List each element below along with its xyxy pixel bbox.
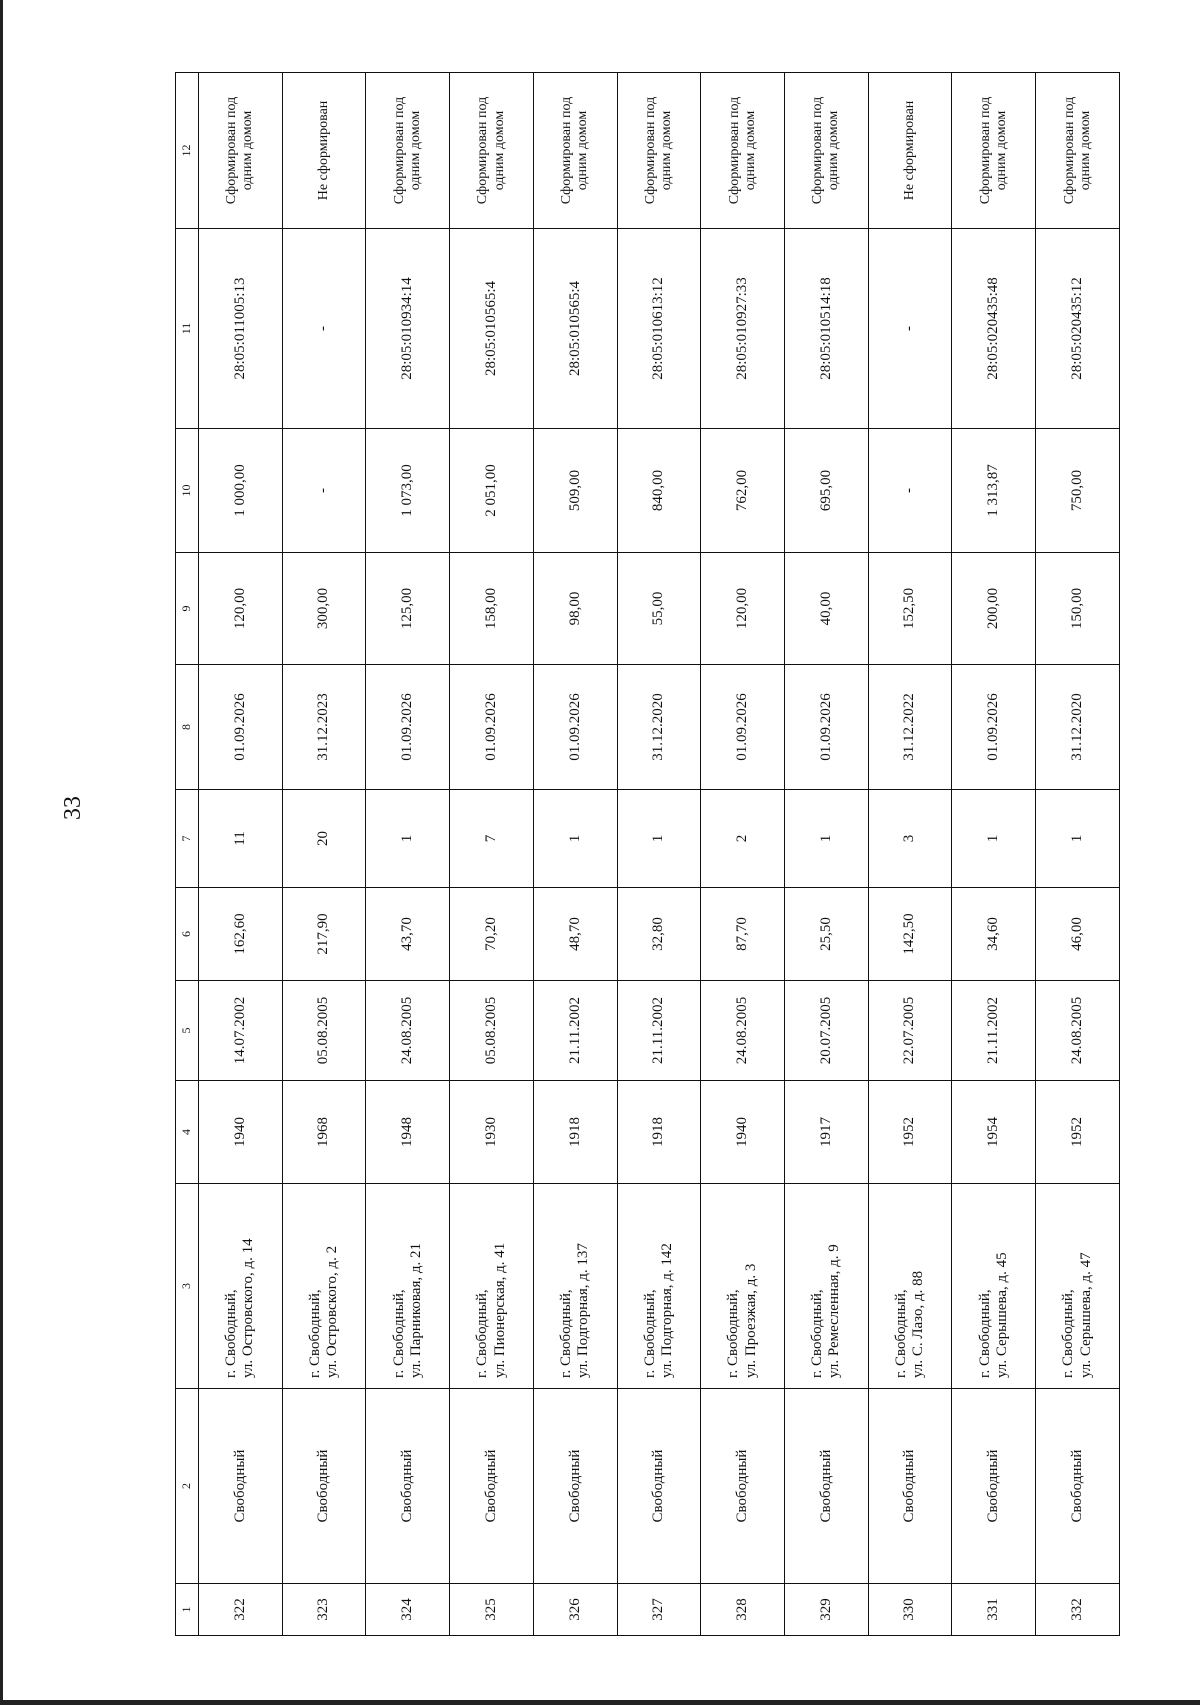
residents-cell: 20 [282, 790, 366, 888]
address-line: г. Свободный, [306, 1289, 323, 1378]
recognition-date-cell: 05.08.2005 [450, 981, 534, 1081]
register-table-rotated [175, 73, 1120, 1636]
table-row [785, 73, 869, 1636]
page-number: 33 [60, 796, 86, 820]
address-line: г. Свободный, [809, 1289, 826, 1378]
land-status-line: Не сформирован [316, 100, 332, 201]
cadastral-cost-cell: 695,00 [785, 429, 869, 553]
cadastral-cost-cell: 750,00 [1036, 429, 1120, 553]
cadastral-cost-cell: - [868, 429, 952, 553]
resettlement-deadline-cell: 31.12.2020 [617, 665, 701, 790]
cadastral-cost-cell: 762,00 [701, 429, 785, 553]
row-number: 322 [199, 1584, 283, 1636]
address-line: г. Свободный, [390, 1289, 407, 1378]
land-status-line: одним домом [742, 110, 758, 191]
address-line: ул. С. Лазо, д. 88 [910, 1270, 927, 1378]
land-status-line: одним домом [407, 110, 423, 191]
build-year-cell: 1917 [785, 1081, 869, 1184]
cadastral-number-cell: 28:05:010613:12 [617, 229, 701, 429]
area-cell: 25,50 [785, 888, 869, 981]
cadastral-cost-cell: 1 313,87 [952, 429, 1036, 553]
land-status-cell [282, 73, 366, 229]
settlement-cell: Свободный [701, 1389, 785, 1584]
cadastral-cost-cell: 1 000,00 [199, 429, 283, 553]
residents-cell: 1 [366, 790, 450, 888]
land-area-cell: 152,50 [868, 553, 952, 665]
column-number-4: 4 [176, 1081, 199, 1184]
land-area-cell: 120,00 [701, 553, 785, 665]
cadastral-number-cell: - [282, 229, 366, 429]
build-year-cell: 1952 [868, 1081, 952, 1184]
address-cell [199, 1184, 283, 1389]
residents-cell: 2 [701, 790, 785, 888]
build-year-cell: 1952 [1036, 1081, 1120, 1184]
row-number: 326 [533, 1584, 617, 1636]
cadastral-number-cell: 28:05:020435:12 [1036, 229, 1120, 429]
table-row [868, 73, 952, 1636]
address-line: г. Свободный, [474, 1289, 491, 1378]
resettlement-deadline-cell: 01.09.2026 [785, 665, 869, 790]
resettlement-deadline-cell: 01.09.2026 [952, 665, 1036, 790]
land-area-cell: 200,00 [952, 553, 1036, 665]
settlement-cell: Свободный [785, 1389, 869, 1584]
address-line: г. Свободный, [976, 1289, 993, 1378]
address-line: ул. Островского, д. 14 [240, 1238, 257, 1378]
resettlement-deadline-cell: 01.09.2026 [701, 665, 785, 790]
row-number: 331 [952, 1584, 1036, 1636]
land-status-line: одним домом [826, 110, 842, 191]
land-area-cell: 40,00 [785, 553, 869, 665]
address-cell [366, 1184, 450, 1389]
land-status-cell [450, 73, 534, 229]
land-status-line: Сформирован под [1061, 96, 1077, 205]
residents-cell: 1 [617, 790, 701, 888]
scan-edge-left [0, 0, 3, 1705]
address-line: ул. Подгорная, д. 142 [658, 1243, 675, 1378]
address-line: г. Свободный, [641, 1289, 658, 1378]
address-line: ул. Серышева, д. 45 [993, 1252, 1010, 1378]
row-number: 330 [868, 1584, 952, 1636]
build-year-cell: 1968 [282, 1081, 366, 1184]
table-row [617, 73, 701, 1636]
land-area-cell: 158,00 [450, 553, 534, 665]
row-number: 327 [617, 1584, 701, 1636]
table-row [450, 73, 534, 1636]
column-number-1: 1 [176, 1584, 199, 1636]
land-status-line: Не сформирован [902, 100, 918, 201]
column-number-11: 11 [176, 229, 199, 429]
column-number-5: 5 [176, 981, 199, 1081]
settlement-cell: Свободный [199, 1389, 283, 1584]
column-number-6: 6 [176, 888, 199, 981]
row-number: 324 [366, 1584, 450, 1636]
land-status-line: Сформирован под [559, 96, 575, 205]
address-line: г. Свободный, [1060, 1289, 1077, 1378]
cadastral-cost-cell: 509,00 [533, 429, 617, 553]
settlement-cell: Свободный [1036, 1389, 1120, 1584]
settlement-cell: Свободный [533, 1389, 617, 1584]
land-status-line: Сформирован под [391, 96, 407, 205]
address-line: ул. Проезжая, д. 3 [742, 1263, 759, 1378]
land-status-line: Сформирован под [726, 96, 742, 205]
settlement-cell: Свободный [282, 1389, 366, 1584]
table-row [366, 73, 450, 1636]
land-status-cell [366, 73, 450, 229]
land-status-line: Сформирован под [475, 96, 491, 205]
land-status-line: одним домом [575, 110, 591, 191]
land-status-line: одним домом [1077, 110, 1093, 191]
resettlement-deadline-cell: 01.09.2026 [366, 665, 450, 790]
area-cell: 43,70 [366, 888, 450, 981]
address-line: ул. Ремесленная, д. 9 [826, 1244, 843, 1378]
build-year-cell: 1930 [450, 1081, 534, 1184]
land-status-line: Сформирован под [977, 96, 993, 205]
land-status-cell [701, 73, 785, 229]
housing-register-table [175, 72, 1120, 1636]
land-status-cell [785, 73, 869, 229]
cadastral-number-cell: 28:05:010514:18 [785, 229, 869, 429]
residents-cell: 11 [199, 790, 283, 888]
resettlement-deadline-cell: 01.09.2026 [533, 665, 617, 790]
table-row [533, 73, 617, 1636]
land-area-cell: 125,00 [366, 553, 450, 665]
cadastral-number-cell: 28:05:010565:4 [533, 229, 617, 429]
cadastral-cost-cell: 1 073,00 [366, 429, 450, 553]
address-cell [701, 1184, 785, 1389]
land-status-line: Сформирован под [224, 96, 240, 205]
recognition-date-cell: 05.08.2005 [282, 981, 366, 1081]
resettlement-deadline-cell: 31.12.2023 [282, 665, 366, 790]
row-number: 329 [785, 1584, 869, 1636]
land-status-cell [868, 73, 952, 229]
address-line: г. Свободный, [892, 1289, 909, 1378]
area-cell: 48,70 [533, 888, 617, 981]
address-cell [1036, 1184, 1120, 1389]
column-number-7: 7 [176, 790, 199, 888]
recognition-date-cell: 22.07.2005 [868, 981, 952, 1081]
residents-cell: 1 [533, 790, 617, 888]
column-number-12: 12 [176, 73, 199, 229]
build-year-cell: 1940 [199, 1081, 283, 1184]
row-number: 323 [282, 1584, 366, 1636]
resettlement-deadline-cell: 01.09.2026 [199, 665, 283, 790]
build-year-cell: 1948 [366, 1081, 450, 1184]
address-cell [617, 1184, 701, 1389]
cadastral-number-cell: 28:05:010934:14 [366, 229, 450, 429]
land-status-line: Сформирован под [642, 96, 658, 205]
land-status-line: одним домом [491, 110, 507, 191]
settlement-cell: Свободный [450, 1389, 534, 1584]
land-area-cell: 150,00 [1036, 553, 1120, 665]
residents-cell: 3 [868, 790, 952, 888]
resettlement-deadline-cell: 31.12.2020 [1036, 665, 1120, 790]
column-number-10: 10 [176, 429, 199, 553]
recognition-date-cell: 20.07.2005 [785, 981, 869, 1081]
address-line: ул. Пионерская, д. 41 [491, 1242, 508, 1378]
cadastral-number-cell: 28:05:011005:13 [199, 229, 283, 429]
address-cell [952, 1184, 1036, 1389]
residents-cell: 7 [450, 790, 534, 888]
table-row [701, 73, 785, 1636]
cadastral-number-cell: - [868, 229, 952, 429]
address-line: ул. Островского, д. 2 [324, 1245, 341, 1378]
row-number: 332 [1036, 1584, 1120, 1636]
table-row [952, 73, 1036, 1636]
address-line: ул. Подгорная, д. 137 [575, 1243, 592, 1378]
address-line: г. Свободный, [223, 1289, 240, 1378]
build-year-cell: 1918 [617, 1081, 701, 1184]
cadastral-number-cell: 28:05:020435:48 [952, 229, 1036, 429]
column-number-row [176, 73, 199, 1636]
area-cell: 87,70 [701, 888, 785, 981]
cadastral-number-cell: 28:05:010927:33 [701, 229, 785, 429]
area-cell: 162,60 [199, 888, 283, 981]
land-status-line: одним домом [658, 110, 674, 191]
area-cell: 142,50 [868, 888, 952, 981]
residents-cell: 1 [952, 790, 1036, 888]
recognition-date-cell: 24.08.2005 [701, 981, 785, 1081]
area-cell: 46,00 [1036, 888, 1120, 981]
column-number-9: 9 [176, 553, 199, 665]
scan-edge-bottom [0, 1700, 1200, 1705]
address-cell [450, 1184, 534, 1389]
address-cell [533, 1184, 617, 1389]
land-status-cell [952, 73, 1036, 229]
address-cell [282, 1184, 366, 1389]
land-area-cell: 55,00 [617, 553, 701, 665]
settlement-cell: Свободный [617, 1389, 701, 1584]
area-cell: 34,60 [952, 888, 1036, 981]
recognition-date-cell: 24.08.2005 [1036, 981, 1120, 1081]
row-number: 328 [701, 1584, 785, 1636]
area-cell: 70,20 [450, 888, 534, 981]
residents-cell: 1 [785, 790, 869, 888]
land-status-cell [533, 73, 617, 229]
table-row [199, 73, 283, 1636]
cadastral-cost-cell: 2 051,00 [450, 429, 534, 553]
column-number-8: 8 [176, 665, 199, 790]
build-year-cell: 1918 [533, 1081, 617, 1184]
land-status-line: одним домом [240, 110, 256, 191]
build-year-cell: 1940 [701, 1081, 785, 1184]
land-status-line: Сформирован под [810, 96, 826, 205]
recognition-date-cell: 21.11.2002 [952, 981, 1036, 1081]
table-row [1036, 73, 1120, 1636]
address-line: г. Свободный, [557, 1289, 574, 1378]
recognition-date-cell: 21.11.2002 [617, 981, 701, 1081]
column-number-3: 3 [176, 1184, 199, 1389]
land-status-cell [617, 73, 701, 229]
address-cell [868, 1184, 952, 1389]
recognition-date-cell: 21.11.2002 [533, 981, 617, 1081]
recognition-date-cell: 24.08.2005 [366, 981, 450, 1081]
settlement-cell: Свободный [366, 1389, 450, 1584]
area-cell: 217,90 [282, 888, 366, 981]
land-status-line: одним домом [993, 110, 1009, 191]
cadastral-cost-cell: - [282, 429, 366, 553]
settlement-cell: Свободный [952, 1389, 1036, 1584]
address-line: г. Свободный, [725, 1289, 742, 1378]
cadastral-cost-cell: 840,00 [617, 429, 701, 553]
land-status-cell [1036, 73, 1120, 229]
land-area-cell: 98,00 [533, 553, 617, 665]
land-area-cell: 300,00 [282, 553, 366, 665]
address-line: ул. Серышева, д. 47 [1077, 1252, 1094, 1378]
resettlement-deadline-cell: 01.09.2026 [450, 665, 534, 790]
land-area-cell: 120,00 [199, 553, 283, 665]
resettlement-deadline-cell: 31.12.2022 [868, 665, 952, 790]
row-number: 325 [450, 1584, 534, 1636]
recognition-date-cell: 14.07.2002 [199, 981, 283, 1081]
address-cell [785, 1184, 869, 1389]
address-line: ул. Парниковая, д. 21 [407, 1243, 424, 1378]
residents-cell: 1 [1036, 790, 1120, 888]
cadastral-number-cell: 28:05:010565:4 [450, 229, 534, 429]
land-status-cell [199, 73, 283, 229]
build-year-cell: 1954 [952, 1081, 1036, 1184]
column-number-2: 2 [176, 1389, 199, 1584]
settlement-cell: Свободный [868, 1389, 952, 1584]
area-cell: 32,80 [617, 888, 701, 981]
table-row [282, 73, 366, 1636]
